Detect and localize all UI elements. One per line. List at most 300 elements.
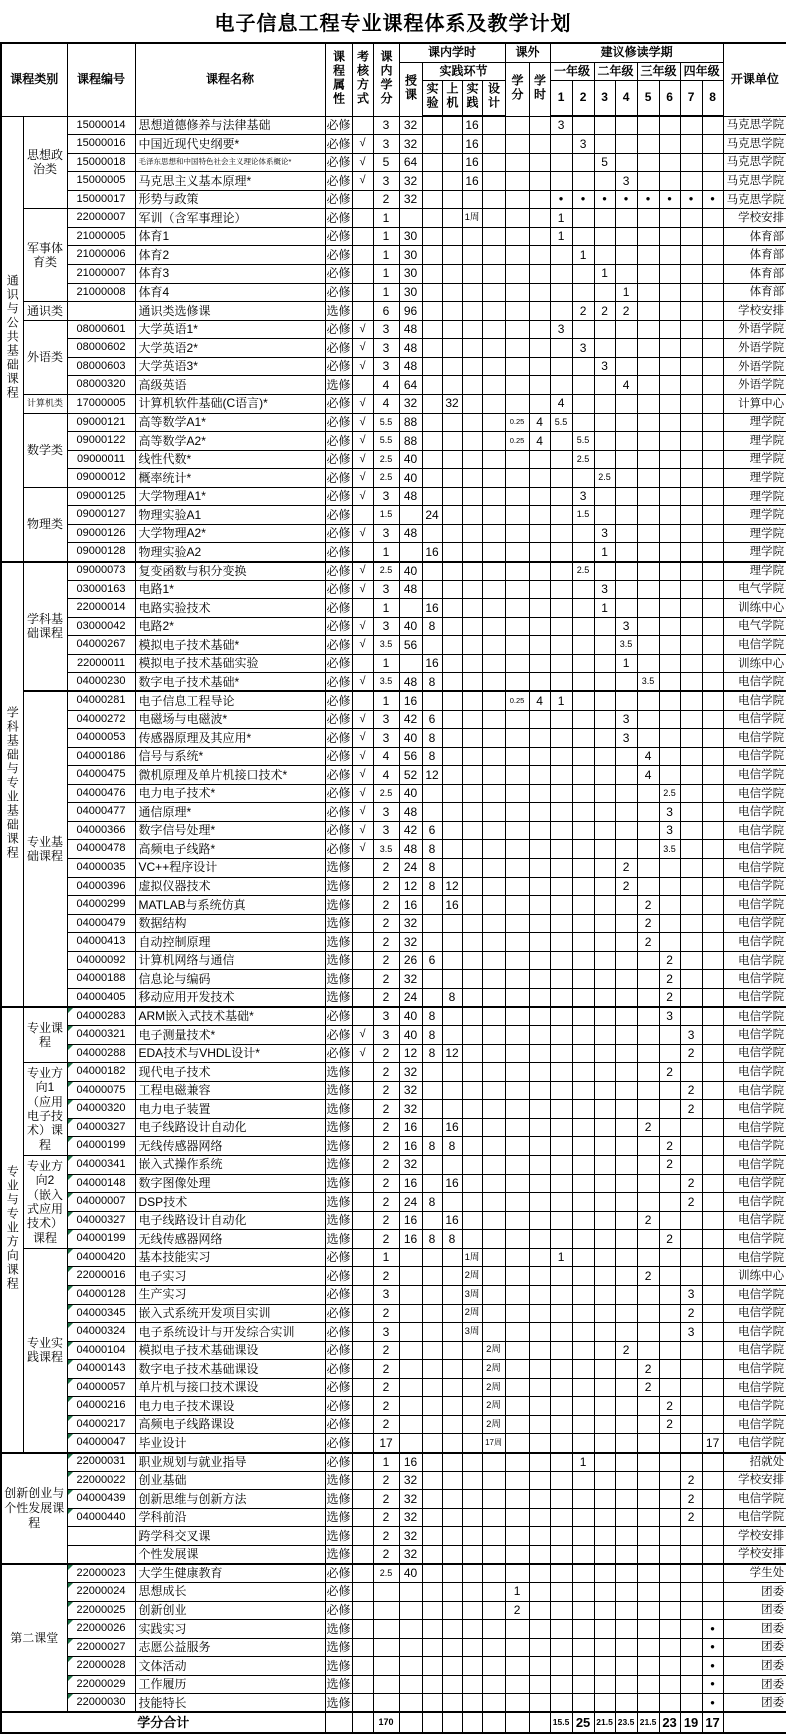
cell-extra-hours (529, 617, 550, 636)
cell-exam-method (352, 1341, 373, 1360)
cell-exam-method (352, 1397, 373, 1416)
cell-course-attr: 选修 (325, 1508, 352, 1527)
cell-sem-3 (594, 1453, 615, 1472)
cell-course-name: 数字信号处理* (135, 821, 325, 840)
cell-experiment-hours: 6 (422, 710, 442, 729)
cell-course-code: 04000053 (67, 729, 135, 748)
cell-exam-method: √ (352, 339, 373, 358)
cell-offering-unit: 电信学院 (723, 859, 786, 878)
cell-sem-2 (572, 988, 594, 1007)
cell-lecture-hours: 32 (399, 914, 422, 933)
cell-experiment-hours: 8 (422, 747, 442, 766)
cell-sem-2 (572, 896, 594, 915)
cell-computer-hours (442, 933, 462, 952)
cell-sem-4 (615, 506, 637, 525)
cell-course-code: 15000014 (67, 116, 135, 135)
cell-course-code: 04000288 (67, 1044, 135, 1063)
cell-sem-4 (615, 394, 637, 413)
cell-extra-credit (505, 246, 529, 265)
cell-course-code: 04000128 (67, 1285, 135, 1304)
cell-course-attr: 必修 (325, 172, 352, 191)
cell-practice-hours (462, 524, 482, 543)
cell-sem-7 (680, 1397, 702, 1416)
cell-sem-1 (550, 562, 572, 581)
cell-sem-8 (702, 562, 723, 581)
cell-offering-unit: 理学院 (723, 487, 786, 506)
cell-sem-8 (702, 1360, 723, 1379)
cell-course-attr: 必修 (325, 1267, 352, 1286)
cell-course-code: 09000073 (67, 562, 135, 581)
cell-sem-3 (594, 1174, 615, 1193)
cell-offering-unit: 理学院 (723, 562, 786, 581)
cell-sem-8 (702, 524, 723, 543)
cell-extra-hours (529, 1118, 550, 1137)
cell-sem-5 (637, 413, 659, 432)
cell-practice-hours (462, 951, 482, 970)
cell-course-attr: 选修 (325, 1490, 352, 1509)
cell-extra-hours (529, 1248, 550, 1267)
cell-sem-7 (680, 951, 702, 970)
cell-course-code: 04000478 (67, 840, 135, 859)
cell-sem-4 (615, 803, 637, 822)
course-row (1, 227, 786, 246)
cell-sem-6 (659, 1434, 680, 1453)
cell-sem-5 (637, 1044, 659, 1063)
cell-exam-method (352, 190, 373, 209)
cell-sem-1 (550, 840, 572, 859)
cell-design-hours (482, 1638, 505, 1657)
total-sem-5: 21.5 (637, 1712, 659, 1733)
cell-credit: 4 (373, 376, 399, 395)
cell-sem-7 (680, 1638, 702, 1657)
cell-extra-hours (529, 153, 550, 172)
cell-credit: 2 (373, 914, 399, 933)
cell-offering-unit: 理学院 (723, 432, 786, 451)
cell-experiment-hours (422, 1174, 442, 1193)
cell-course-attr: 必修 (325, 1304, 352, 1323)
cell-sem-5 (637, 543, 659, 562)
cell-course-attr: 必修 (325, 246, 352, 265)
cell-course-attr: 选修 (325, 970, 352, 989)
cell-experiment-hours (422, 302, 442, 321)
cell-sem-8 (702, 803, 723, 822)
cell-course-name: 电子信息工程导论 (135, 691, 325, 710)
cell-lecture-hours: 32 (399, 135, 422, 154)
cell-credit: 2 (373, 1044, 399, 1063)
cell-practice-hours (462, 1545, 482, 1564)
cell-exam-method (352, 951, 373, 970)
cell-practice-hours (462, 1490, 482, 1509)
cell-sem-2 (572, 1545, 594, 1564)
cell-sem-6 (659, 1582, 680, 1601)
cell-extra-credit (505, 283, 529, 302)
cell-sem-8: ● (702, 190, 723, 209)
cell-sem-6 (659, 246, 680, 265)
cell-sem-2 (572, 1156, 594, 1175)
course-row (1, 1341, 786, 1360)
cell-course-code: 22000029 (67, 1675, 135, 1694)
cell-practice-hours (462, 376, 482, 395)
cell-course-name: 高频电子线路课设 (135, 1415, 325, 1434)
cell-course-code: 09000126 (67, 524, 135, 543)
cell-extra-credit: 0.25 (505, 413, 529, 432)
cell-course-name: 电子系统设计与开发综合实训 (135, 1323, 325, 1342)
cell-extra-credit (505, 1471, 529, 1490)
cell-credit: 2 (373, 1211, 399, 1230)
course-row (1, 283, 786, 302)
cell-sem-1 (550, 951, 572, 970)
cell-sem-3 (594, 1341, 615, 1360)
cell-course-attr: 必修 (325, 1360, 352, 1379)
cell-design-hours (482, 1230, 505, 1249)
cell-sem-7: 2 (680, 1508, 702, 1527)
cell-course-attr: 选修 (325, 1081, 352, 1100)
header-exam-method: 考核方式 (352, 43, 373, 116)
cell-credit: 2 (373, 1304, 399, 1323)
cell-course-attr: 必修 (325, 320, 352, 339)
cell-sem-7 (680, 636, 702, 655)
cell-computer-hours (442, 1081, 462, 1100)
cell-credit: 3 (373, 116, 399, 135)
cell-sem-8 (702, 450, 723, 469)
cell-course-name: 生产实习 (135, 1285, 325, 1304)
cell-course-code: 04000283 (67, 1007, 135, 1026)
cell-sem-6 (659, 506, 680, 525)
cell-sem-4 (615, 1675, 637, 1694)
course-row (1, 135, 786, 154)
cell-design-hours (482, 859, 505, 878)
cell-exam-method (352, 1137, 373, 1156)
cell-extra-hours (529, 1397, 550, 1416)
cell-sem-8 (702, 357, 723, 376)
cell-sem-2 (572, 803, 594, 822)
cell-credit: 3 (373, 821, 399, 840)
course-row (1, 487, 786, 506)
cell-sem-1 (550, 710, 572, 729)
cell-course-code: 04000396 (67, 877, 135, 896)
cell-computer-hours (442, 1415, 462, 1434)
cell-sem-7 (680, 116, 702, 135)
cell-course-attr: 选修 (325, 914, 352, 933)
cell-design-hours (482, 1490, 505, 1509)
cell-sem-6 (659, 617, 680, 636)
cell-sem-1: 3 (550, 320, 572, 339)
cell-course-name: 数据结构 (135, 914, 325, 933)
cell-lecture-hours: 16 (399, 1174, 422, 1193)
cell-sem-6 (659, 302, 680, 321)
cell-extra-hours (529, 506, 550, 525)
cell-experiment-hours (422, 1156, 442, 1175)
cell-practice-hours (462, 1081, 482, 1100)
cell-lecture-hours: 40 (399, 1564, 422, 1583)
total-cell-lecture (399, 1712, 422, 1733)
cell-credit: 5 (373, 153, 399, 172)
cell-design-hours (482, 487, 505, 506)
cell-sem-5 (637, 1490, 659, 1509)
cell-sem-7 (680, 1341, 702, 1360)
cell-sem-3 (594, 1118, 615, 1137)
cell-practice-hours (462, 1657, 482, 1676)
cell-sem-7 (680, 1267, 702, 1286)
cell-sem-7 (680, 320, 702, 339)
course-row (1, 803, 786, 822)
cell-course-code: 04000321 (67, 1026, 135, 1045)
cell-sem-8 (702, 413, 723, 432)
cell-sem-5: 2 (637, 1267, 659, 1286)
cell-computer-hours (442, 1304, 462, 1323)
cell-design-hours (482, 339, 505, 358)
cell-sem-7 (680, 1675, 702, 1694)
cell-practice-hours (462, 1118, 482, 1137)
cell-lecture-hours: 32 (399, 933, 422, 952)
cell-course-attr: 必修 (325, 227, 352, 246)
header-sem-2: 2 (572, 80, 594, 116)
cell-course-name: 高级英语 (135, 376, 325, 395)
cell-sem-6 (659, 877, 680, 896)
cell-course-name: 高等数学A2* (135, 432, 325, 451)
cell-offering-unit: 理学院 (723, 506, 786, 525)
total-sem-3: 21.5 (594, 1712, 615, 1733)
cell-sem-2: 5.5 (572, 432, 594, 451)
cell-design-hours: 2周 (482, 1341, 505, 1360)
cell-design-hours (482, 562, 505, 581)
cell-sem-5 (637, 580, 659, 599)
cell-offering-unit: 电信学院 (723, 1285, 786, 1304)
cell-extra-credit (505, 1100, 529, 1119)
cell-extra-credit: 0.25 (505, 432, 529, 451)
cell-course-attr: 必修 (325, 1601, 352, 1620)
cell-sem-6 (659, 766, 680, 785)
cell-extra-hours (529, 1508, 550, 1527)
cell-course-name: 大学英语1* (135, 320, 325, 339)
cell-course-code: 17000005 (67, 394, 135, 413)
cell-sem-8 (702, 506, 723, 525)
cell-sem-3 (594, 636, 615, 655)
course-row (1, 766, 786, 785)
cell-offering-unit: 理学院 (723, 524, 786, 543)
cell-sem-5 (637, 636, 659, 655)
cell-extra-hours: 4 (529, 691, 550, 710)
cell-sem-1 (550, 896, 572, 915)
cell-sem-8 (702, 1007, 723, 1026)
cell-extra-hours (529, 209, 550, 228)
cell-design-hours (482, 357, 505, 376)
cell-sem-7 (680, 840, 702, 859)
course-row (1, 1490, 786, 1509)
cell-sem-3 (594, 1230, 615, 1249)
cell-extra-credit (505, 636, 529, 655)
credit-total-row (1, 1712, 786, 1733)
cell-lecture-hours (399, 1694, 422, 1713)
cell-course-name: 电子实习 (135, 1267, 325, 1286)
cell-sem-4 (615, 988, 637, 1007)
cell-sem-4: 2 (615, 877, 637, 896)
cell-practice-hours (462, 1100, 482, 1119)
cell-sem-8 (702, 1397, 723, 1416)
cell-credit: 3 (373, 320, 399, 339)
cell-practice-hours (462, 599, 482, 618)
cell-course-code (67, 1545, 135, 1564)
cell-design-hours (482, 988, 505, 1007)
cell-exam-method: √ (352, 153, 373, 172)
cell-extra-credit (505, 951, 529, 970)
cell-sem-6 (659, 1267, 680, 1286)
cell-sem-1 (550, 283, 572, 302)
cell-practice-hours (462, 339, 482, 358)
cell-exam-method (352, 1638, 373, 1657)
cell-experiment-hours (422, 450, 442, 469)
cell-computer-hours (442, 1545, 462, 1564)
cell-lecture-hours (399, 1620, 422, 1639)
cell-extra-hours (529, 339, 550, 358)
cell-experiment-hours (422, 116, 442, 135)
cell-offering-unit: 电信学院 (723, 1323, 786, 1342)
cell-sem-2 (572, 729, 594, 748)
cell-offering-unit: 电信学院 (723, 1081, 786, 1100)
cell-extra-credit (505, 1267, 529, 1286)
cell-design-hours (482, 413, 505, 432)
cell-sem-2 (572, 469, 594, 488)
cell-course-code: 22000011 (67, 654, 135, 673)
cell-sem-6 (659, 153, 680, 172)
cell-practice-hours (462, 506, 482, 525)
cell-sem-1 (550, 1545, 572, 1564)
cell-exam-method: √ (352, 357, 373, 376)
cell-practice-hours: 1周 (462, 209, 482, 228)
cell-sem-5 (637, 1248, 659, 1267)
course-row (1, 1323, 786, 1342)
cell-practice-hours (462, 1638, 482, 1657)
cell-sem-8 (702, 320, 723, 339)
cell-sem-6 (659, 1211, 680, 1230)
cell-sem-4: 1 (615, 283, 637, 302)
cell-experiment-hours (422, 784, 442, 803)
cell-credit (373, 1675, 399, 1694)
cell-course-name: 体育1 (135, 227, 325, 246)
course-row (1, 710, 786, 729)
cell-sem-5 (637, 840, 659, 859)
cell-practice-hours (462, 617, 482, 636)
cell-design-hours (482, 209, 505, 228)
cell-design-hours (482, 469, 505, 488)
cell-extra-credit (505, 710, 529, 729)
cell-offering-unit: 电信学院 (723, 1174, 786, 1193)
cell-computer-hours (442, 562, 462, 581)
cell-course-attr: 选修 (325, 1527, 352, 1546)
cell-sem-3 (594, 1007, 615, 1026)
cell-sem-1 (550, 1694, 572, 1713)
cell-design-hours (482, 1323, 505, 1342)
cell-extra-hours (529, 376, 550, 395)
cell-extra-credit (505, 673, 529, 692)
course-row (1, 1620, 786, 1639)
cell-offering-unit: 团委 (723, 1601, 786, 1620)
course-row (1, 747, 786, 766)
cell-sem-8 (702, 1137, 723, 1156)
cell-course-code: 04000186 (67, 747, 135, 766)
cell-computer-hours: 16 (442, 1174, 462, 1193)
cell-lecture-hours (399, 1397, 422, 1416)
cell-computer-hours (442, 654, 462, 673)
cell-extra-credit: 0.25 (505, 691, 529, 710)
cell-extra-hours (529, 1211, 550, 1230)
cell-sem-1 (550, 914, 572, 933)
cell-experiment-hours: 8 (422, 673, 442, 692)
cell-extra-credit (505, 784, 529, 803)
cell-extra-credit (505, 562, 529, 581)
cell-credit: 3 (373, 803, 399, 822)
cell-computer-hours (442, 1193, 462, 1212)
cell-extra-hours (529, 357, 550, 376)
cell-course-name: 现代电子技术 (135, 1063, 325, 1082)
cell-course-code: 04000327 (67, 1211, 135, 1230)
cell-experiment-hours (422, 1081, 442, 1100)
header-category: 课程类别 (1, 43, 67, 116)
cell-sem-4 (615, 1156, 637, 1175)
cell-sem-3 (594, 859, 615, 878)
cell-sem-8 (702, 1527, 723, 1546)
cell-lecture-hours: 56 (399, 747, 422, 766)
cell-experiment-hours: 16 (422, 543, 442, 562)
cell-offering-unit: 训练中心 (723, 654, 786, 673)
cell-course-name: 模拟电子技术基础实验 (135, 654, 325, 673)
cell-credit: 2 (373, 1378, 399, 1397)
cell-extra-hours (529, 803, 550, 822)
cell-course-attr: 选修 (325, 988, 352, 1007)
cell-course-name: 工作履历 (135, 1675, 325, 1694)
cell-computer-hours: 8 (442, 1137, 462, 1156)
cell-sem-6 (659, 673, 680, 692)
cell-design-hours: 2周 (482, 1360, 505, 1379)
cell-sem-7 (680, 654, 702, 673)
cell-sem-1: 5.5 (550, 413, 572, 432)
cell-sem-5 (637, 1174, 659, 1193)
cell-sem-5 (637, 1675, 659, 1694)
cell-exam-method (352, 1582, 373, 1601)
cell-sem-3 (594, 1248, 615, 1267)
cell-lecture-hours: 16 (399, 1118, 422, 1137)
cell-sem-7 (680, 413, 702, 432)
cell-course-attr: 必修 (325, 487, 352, 506)
cell-exam-method (352, 1490, 373, 1509)
cell-experiment-hours (422, 691, 442, 710)
cell-sem-1 (550, 1304, 572, 1323)
cell-sem-7 (680, 877, 702, 896)
cell-offering-unit: 电信学院 (723, 747, 786, 766)
cell-lecture-hours: 48 (399, 840, 422, 859)
cell-design-hours (482, 1267, 505, 1286)
cell-sem-8 (702, 1100, 723, 1119)
cell-exam-method: √ (352, 135, 373, 154)
cell-course-code: 04000341 (67, 1156, 135, 1175)
cell-lecture-hours: 30 (399, 246, 422, 265)
header-grade-3: 三年级 (637, 62, 680, 80)
cell-computer-hours (442, 487, 462, 506)
cell-sem-1 (550, 1137, 572, 1156)
cell-sem-2: ● (572, 190, 594, 209)
cell-lecture-hours: 30 (399, 227, 422, 246)
cell-sem-7 (680, 265, 702, 284)
cell-course-name: 高频电子线路* (135, 840, 325, 859)
cell-experiment-hours (422, 1397, 442, 1416)
course-row (1, 821, 786, 840)
cell-sem-7 (680, 1007, 702, 1026)
cell-sem-7 (680, 766, 702, 785)
cell-design-hours (482, 116, 505, 135)
course-row (1, 1118, 786, 1137)
cell-extra-hours (529, 1415, 550, 1434)
cell-offering-unit: 电气学院 (723, 580, 786, 599)
